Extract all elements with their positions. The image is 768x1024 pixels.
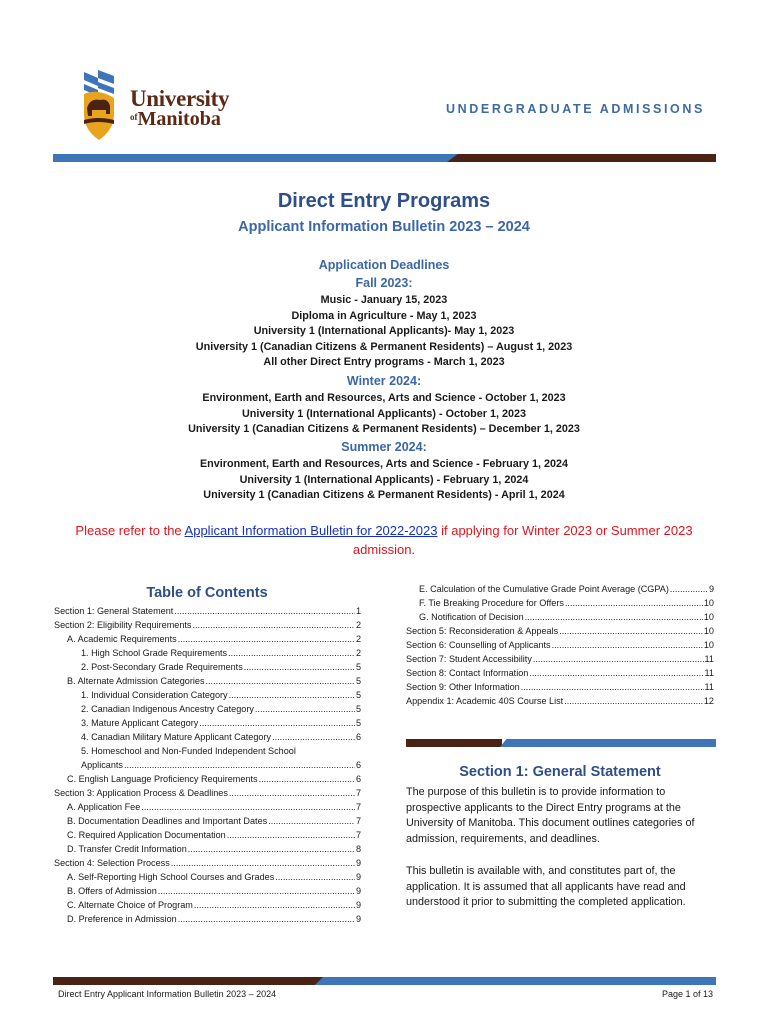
logo-text-university: University [130,86,230,111]
toc-entry[interactable] [54,730,361,744]
toc-entry[interactable] [54,856,361,870]
toc-entry[interactable] [406,624,714,638]
toc-leader-dots [227,828,355,842]
toc-entry[interactable] [54,618,361,632]
toc-entry[interactable] [406,582,714,596]
toc-entry-page: 5 [355,662,361,672]
toc-entry-label: D. Preference in Admission [67,914,177,924]
toc-leader-dots [259,772,355,786]
section1-paragraph-1: The purpose of this bulletin is to provide information to prospective applicants to the Direct Entry programs at the University of Manitoba. This document outlines categories of admission, requirements, and deadlines. [406,786,695,845]
toc-entry[interactable] [54,646,361,660]
toc-entry-label: B. Alternate Admission Categories [67,676,205,686]
toc-entry-page: 1 [355,606,361,616]
toc-entry[interactable] [54,772,361,786]
deadline-item: University 1 (Canadian Citizens & Permanent Residents) – August 1, 2023 [195,340,573,353]
toc-entry-label: 2. Post-Secondary Grade Requirements [81,662,243,672]
toc-entry[interactable] [406,652,714,666]
toc-leader-dots [199,716,355,730]
deadline-item: Diploma in Agriculture - May 1, 2023 [291,309,477,322]
toc-leader-dots [178,912,355,926]
toc-leader-dots [244,660,355,674]
toc-entry-page: 9 [708,584,714,594]
toc-entry-page: 7 [355,816,361,826]
toc-leader-dots [275,870,355,884]
section-divider-accent [406,739,502,747]
toc-entry-page: 5 [355,690,361,700]
toc-entry-label: B. Documentation Deadlines and Important Dates [67,816,268,826]
toc-entry[interactable] [54,814,361,828]
toc-leader-dots [565,596,703,610]
toc-entry-page: 9 [355,872,361,882]
toc-entry-label: 1. High School Grade Requirements [81,648,228,658]
toc-entry-label: 4. Canadian Military Mature Applicant Category [81,732,272,742]
toc-entry[interactable] [54,660,361,674]
toc-entry-page: 6 [355,774,361,784]
toc-entry-page: 10 [703,640,714,650]
toc-entry-label: 5. Homeschool and Non-Funded Independent School [81,746,296,756]
toc-leader-dots [124,758,355,772]
toc-entry-label: E. Calculation of the Cumulative Grade Point Average (CGPA) [419,584,669,594]
deadline-item: All other Direct Entry programs - March 1, 2023 [263,356,505,368]
toc-entry-label: B. Offers of Admission [67,886,157,896]
document-title: Direct Entry Programs [277,190,491,212]
toc-entry[interactable] [54,758,361,772]
toc-entry-label: 1. Individual Consideration Category [81,690,228,700]
deadline-item: Environment, Earth and Resources, Arts and Science - February 1, 2024 [199,458,569,470]
prior-year-notice: Please refer to the Applicant Information Bulletin for 2022-2023 if applying for Winter 2023 or Summer 2023 admission. [75,523,693,557]
toc-leader-dots [229,688,355,702]
season-heading-fall: Fall 2023: [355,276,413,290]
toc-leader-dots [228,646,355,660]
toc-entry-label: A. Academic Requirements [67,634,177,644]
toc-entry-page: 10 [703,598,714,608]
toc-entry[interactable] [54,744,361,758]
deadline-list-winter [0,391,768,438]
toc-leader-dots [188,842,355,856]
toc-entry-label: Appendix 1: Academic 40S Course List [406,696,564,706]
toc-entry-label: Section 6: Counselling of Applicants [406,640,551,650]
toc-entry-page: 9 [355,858,361,868]
toc-entry[interactable] [54,870,361,884]
toc-leader-dots [141,800,355,814]
toc-entry[interactable] [406,694,714,708]
season-heading-winter: Winter 2024: [346,374,422,388]
toc-entry-label: C. Alternate Choice of Program [67,900,193,910]
toc-entry-page: 9 [355,886,361,896]
toc-entry-label: Section 9: Other Information [406,682,520,692]
deadline-list-summer [0,457,768,504]
toc-entry-label: Section 5: Reconsideration & Appeals [406,626,559,636]
toc-entry-page: 11 [704,654,714,664]
toc-leader-dots [559,624,703,638]
toc-entry-label: Section 1: General Statement [54,606,174,616]
toc-entry-page: 9 [355,914,361,924]
toc-entry-page: 2 [355,634,361,644]
toc-leader-dots [552,638,703,652]
deadline-item: Environment, Earth and Resources, Arts and Science - October 1, 2023 [202,392,566,404]
deadline-list-fall [0,293,768,371]
toc-entry-page: 10 [703,626,714,636]
toc-leader-dots [525,610,703,624]
toc-entry-page: 8 [355,844,361,854]
toc-leader-dots [255,702,355,716]
toc-leader-dots [529,666,703,680]
toc-entry[interactable] [54,884,361,898]
toc-left-column [54,604,361,926]
toc-entry[interactable] [54,716,361,730]
toc-entry-label: A. Application Fee [67,802,141,812]
toc-entry-page: 6 [355,760,361,770]
logo-text-manitoba: $^{of}$Manitoba [130,108,221,130]
footer-divider-accent [53,977,323,985]
toc-entry[interactable] [54,828,361,842]
toc-leader-dots [192,618,354,632]
toc-leader-dots [533,652,704,666]
toc-entry[interactable] [54,898,361,912]
toc-leader-dots [206,674,355,688]
toc-entry[interactable] [54,632,361,646]
toc-entry-label: D. Transfer Credit Information [67,844,187,854]
toc-leader-dots [178,632,355,646]
toc-entry-label: 2. Canadian Indigenous Ancestry Category [81,704,254,714]
toc-entry-label: Section 2: Eligibility Requirements [54,620,192,630]
toc-entry[interactable] [54,604,361,618]
toc-leader-dots [268,814,355,828]
toc-entry-page: 5 [355,704,361,714]
toc-leader-dots [670,582,708,596]
deadline-item: Music - January 15, 2023 [320,294,448,306]
toc-entry-page: 9 [355,900,361,910]
toc-leader-dots [272,730,355,744]
deadlines-heading: Application Deadlines [318,258,450,272]
toc-entry[interactable] [406,638,714,652]
toc-entry[interactable] [406,680,714,694]
toc-entry-label: Section 4: Selection Process [54,858,170,868]
toc-entry-label: Section 7: Student Accessibility [406,654,532,664]
toc-entry-page: 12 [703,696,714,706]
toc-leader-dots [194,898,355,912]
toc-leader-dots [564,694,703,708]
toc-entry[interactable] [54,702,361,716]
toc-entry-label: Section 8: Contact Information [406,668,529,678]
document-subtitle: Applicant Information Bulletin 2023 – 2024 [238,219,530,235]
toc-entry-page: 5 [355,718,361,728]
toc-leader-dots [521,680,704,694]
toc-entry-page: 11 [704,682,714,692]
section1-paragraph-2: This bulletin is available with, and constitutes part of, the application. It is assumed that all applicants have read and understood it prior to submitting the completed application. [406,865,686,908]
department-label: UNDERGRADUATE ADMISSIONS [446,102,705,116]
header-divider-accent [447,154,716,162]
footer-title: Direct Entry Applicant Information Bulletin 2023 – 2024 [58,989,277,999]
toc-right-column [406,582,714,708]
toc-entry-page: 2 [355,620,361,630]
toc-entry[interactable] [54,800,361,814]
toc-entry[interactable] [406,596,714,610]
toc-entry[interactable] [54,912,361,926]
toc-entry-page: 5 [355,676,361,686]
deadline-item: University 1 (International Applicants) - October 1, 2023 [242,407,526,420]
toc-leader-dots [158,884,355,898]
toc-entry[interactable] [54,842,361,856]
toc-entry-page: 10 [703,612,714,622]
toc-entry-label: A. Self-Reporting High School Courses and Grades [67,872,275,882]
toc-entry-label: F. Tie Breaking Procedure for Offers [419,598,564,608]
toc-entry-page: 7 [355,788,361,798]
season-heading-summer: Summer 2024: [341,440,427,454]
toc-entry-label: G. Notification of Decision [419,612,524,622]
toc-entry-label: C. English Language Proficiency Requirements [67,774,258,784]
toc-leader-dots [229,786,355,800]
toc-title: Table of Contents [146,585,268,601]
toc-entry[interactable] [406,610,714,624]
toc-entry-page: 7 [355,802,361,812]
toc-entry-label: Section 3: Application Process & Deadlines [54,788,228,798]
toc-entry-page: 2 [355,648,361,658]
toc-entry-page: 7 [355,830,361,840]
toc-entry-page: 11 [704,668,714,678]
footer-page-number: Page 1 of 13 [661,989,713,999]
prior-bulletin-link[interactable]: Applicant Information Bulletin for 2022-2023 [184,523,438,538]
shield-crest-icon [84,70,114,140]
toc-entry-page: 6 [355,732,361,742]
toc-entry[interactable] [406,666,714,680]
deadline-item: University 1 (International Applicants)- May 1, 2023 [253,325,515,337]
toc-entry-label: Applicants [81,760,123,770]
toc-leader-dots [174,604,355,618]
section1-title: Section 1: General Statement [459,764,661,780]
toc-entry-label: C. Required Application Documentation [67,830,226,840]
toc-entry[interactable] [54,786,361,800]
section-divider [500,739,716,747]
toc-entry[interactable] [54,688,361,702]
deadline-item: University 1 (International Applicants) - February 1, 2024 [239,473,529,486]
toc-entry[interactable] [54,674,361,688]
deadline-item: University 1 (Canadian Citizens & Permanent Residents) – December 1, 2023 [188,423,580,435]
deadline-item: University 1 (Canadian Citizens & Permanent Residents) - April 1, 2024 [203,489,565,501]
toc-leader-dots [171,856,355,870]
toc-entry-label: 3. Mature Applicant Category [81,718,199,728]
